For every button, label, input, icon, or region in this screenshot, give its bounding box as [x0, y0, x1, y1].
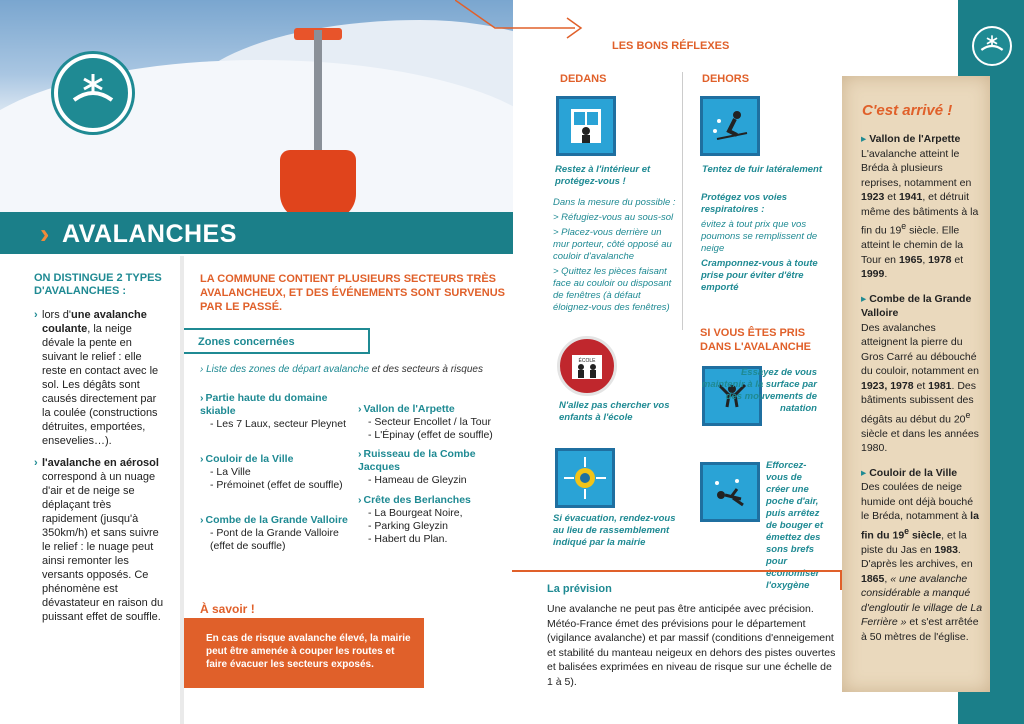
chevron-right-icon: ›	[200, 514, 204, 526]
prevision-heading: La prévision	[547, 583, 612, 595]
type-coulante	[34, 308, 164, 448]
type1-prefix: lors d'	[42, 309, 71, 321]
event-text: , et la piste du Jas en	[861, 529, 967, 556]
chevron-right-icon: ›	[200, 364, 207, 375]
dedans-instructions	[553, 197, 678, 317]
event-text: . D'après les archives, en	[861, 543, 973, 570]
event-text: . Des bâtiments subissent des dégâts au début du 20	[861, 379, 977, 425]
assembly-point-icon	[555, 448, 615, 508]
zone-subitems: - Secteur Encollet / la Tour - L'Épinay (effet de souffle)	[368, 416, 493, 441]
event-place: Couloir de la Ville	[869, 466, 958, 479]
chevron-right-icon: ›	[200, 453, 204, 465]
snowflake-logo-icon	[54, 54, 132, 132]
zones-subtitle-teal: Liste des zones de départ avalanche	[206, 364, 369, 375]
column-separator	[682, 72, 683, 330]
ecole-caption: N'allez pas chercher vos enfants à l'école	[559, 400, 670, 423]
event-text: L'avalanche atteint le Bréda à plusieurs reprises, notamment en	[861, 147, 972, 189]
avalanche-types-column	[34, 272, 164, 632]
instruction-line: > Quittez les pièces faisant face au couloir ou disposant de fenêtres (à défaut éloignez-vous des fenêtres)	[553, 266, 672, 313]
chevron-right-icon: ›	[358, 494, 362, 506]
dedans-caption: Restez à l'intérieur et protégez-vous !	[555, 164, 651, 187]
event-text: .	[884, 268, 888, 280]
event-place: Combe de la Grande Valloire	[861, 292, 972, 319]
chevron-right-icon: ›	[34, 457, 38, 469]
shovel-shaft	[314, 30, 322, 170]
commune-intro-text: LA COMMUNE CONTIENT PLUSIEURS SECTEURS TRÈS AVALANCHEUX, ET DES ÉVÉNEMENTS SONT SURVENUS PAR LE PASSÉ.	[200, 273, 505, 313]
instruction-line: évitez à tout prix que vos poumons se remplissent de neige	[701, 219, 818, 254]
event-year: 1999	[861, 268, 885, 280]
shovel-blade	[280, 150, 356, 212]
zones-heading-box	[184, 328, 370, 354]
zone-item	[358, 403, 508, 442]
ordinal-sup: e	[904, 525, 910, 536]
event-place: Vallon de l'Arpette	[869, 133, 961, 145]
commune-intro	[200, 272, 505, 314]
window-shelter-icon	[556, 96, 616, 156]
chevron-right-icon: ›	[358, 448, 362, 460]
event-text: et	[913, 379, 929, 392]
school-children-icon	[560, 339, 614, 393]
types-heading: ON DISTINGUE 2 TYPES D'AVALANCHES :	[34, 272, 162, 297]
school-sign-text: ÉCOLE	[578, 358, 596, 364]
instruction-line: Cramponnez-vous à toute prise pour éviter d'être emporté	[701, 258, 818, 293]
event-year: 1941	[898, 191, 923, 203]
event-year: 1965	[898, 253, 923, 266]
event-text: siècle et dans les années 1980.	[861, 427, 979, 454]
event-text: ,	[922, 253, 929, 266]
marker-icon: ▸	[861, 292, 870, 305]
event-arpette	[861, 132, 983, 282]
zone-item	[358, 448, 508, 487]
person-at-window-icon	[559, 99, 613, 153]
event-year: 1983	[934, 543, 958, 556]
zone-subitems: - La Ville - Prémoinet (effet de souffle)	[210, 466, 343, 491]
zone-subitems: - Pont de la Grande Valloire (effet de souffle)	[210, 527, 339, 552]
event-text: Des avalanches atteignent la pierre du Gros Carré au débouché du couloir, notamment en	[861, 321, 979, 377]
chevron-right-icon: ›	[200, 392, 204, 404]
type-aerosol	[34, 456, 164, 624]
arrow-decoration	[455, 0, 595, 50]
archive-quote: « une avalanche considérable a manqué d'engloutir le village de La Ferrière »	[861, 572, 983, 628]
si-vous-etes-pris-heading: SI VOUS ÊTES PRIS DANS L'AVALANCHE	[700, 327, 811, 353]
type1-text: , la neige dévale la pente en suivant le relief : elle reste en contact avec le sol. Les dégâts sont causés directement par la coulée (constructions détruites, emportées, ensevelies…).	[42, 323, 159, 447]
marker-icon: ▸	[861, 133, 870, 145]
zone-item	[200, 392, 350, 431]
snowflake-logo-icon	[972, 26, 1012, 66]
event-year: 1981	[928, 379, 952, 392]
zone-subitems: - Hameau de Gleyzin	[368, 474, 467, 486]
bons-reflexes-title: LES BONS RÉFLEXES	[612, 40, 730, 52]
chevron-right-icon: ›	[34, 309, 38, 321]
instruction-line: > Placez-vous derrière un mur porteur, côté opposé au couloir d'avalanche	[553, 227, 672, 262]
type2-name: l'avalanche en aérosol	[42, 457, 159, 469]
instruction-line: Protégez vos voies respiratoires :	[701, 192, 788, 215]
zone-subitems: - La Bourgeat Noire, - Parking Gleyzin - Habert du Plan.	[368, 507, 463, 545]
skier-icon	[703, 99, 757, 153]
event-couloir-ville	[861, 466, 983, 645]
event-year: 1923, 1978	[861, 379, 914, 392]
event-year: 1923	[861, 191, 885, 203]
zone-title: Couloir de la Ville	[205, 453, 294, 465]
marker-icon: ▸	[861, 466, 870, 479]
poche-air-text: Efforcez-vous de créer une poche d'air, puis arrêtez de bouger et émettez des sons brefs pour économiser l'oxygène	[766, 460, 824, 591]
section-title-band	[0, 212, 513, 254]
dehors-heading: DEHORS	[702, 73, 750, 85]
event-text: siècle	[909, 529, 942, 541]
type1-name: une avalanche coulante	[42, 309, 147, 335]
zone-title: Crête des Berlanches	[363, 494, 471, 506]
type2-text: correspond à un nuage d'air et de neige se déplaçant très rapidement (jusqu'à 350km/h) et sans suivre le relief : le nuage peut ainsi remonter les versants opposés. Ce phénomène est dévastateur en raison du puissant effet de souffle.	[42, 471, 164, 623]
zone-title: Partie haute du domaine skiable	[200, 392, 328, 417]
zones-heading: Zones concernées	[198, 336, 295, 348]
zone-subitems: - Les 7 Laux, secteur Pleynet	[210, 418, 346, 430]
event-text: siècle. Elle atteint le chemin de la Tour en	[861, 224, 964, 266]
zones-subtitle	[200, 364, 483, 375]
event-text: Des coulées de neige humide ont déjà bouché le Bréda, notamment à	[861, 481, 974, 522]
c-est-arrive-panel	[842, 76, 990, 692]
zone-title: Ruisseau de la Combe Jacques	[358, 448, 476, 473]
a-savoir-box	[184, 618, 424, 688]
event-year: 1865	[861, 572, 885, 585]
ordinal-sup: e	[901, 221, 907, 231]
dedans-heading: DEDANS	[560, 73, 607, 85]
instruction-line: > Réfugiez-vous au sous-sol	[553, 212, 674, 223]
event-text: et	[884, 191, 899, 203]
ordinal-sup: e	[965, 409, 971, 420]
event-text: ,	[884, 572, 891, 585]
event-text: et s'est arrêtée à 50 mètres de l'église.	[861, 616, 979, 643]
dehors-caption: Tentez de fuir latéralement	[702, 164, 823, 175]
zone-item	[200, 453, 350, 492]
event-text: la fin du 19	[861, 510, 979, 541]
a-savoir-title: À savoir !	[200, 602, 255, 616]
target-icon	[558, 451, 612, 505]
event-text: , et détruit même des bâtiments à la fin du 19	[861, 191, 979, 237]
zone-item	[358, 494, 508, 546]
dehors-instructions	[701, 192, 821, 297]
event-year: 1978	[928, 253, 952, 266]
prevision-text: Une avalanche ne peut pas être anticipée avec précision. Météo-France émet des prévisions pour le département (vigilance avalanche) et par massif (conditions d'enneigement et stabilité du manteau neigeux en dehors des pistes ouvertes et balisées exprimées en niveau de risque sur une échelle de 1 à 5).	[547, 603, 836, 688]
chevron-right-icon: ›	[358, 403, 362, 415]
instruction-line: Dans la mesure du possible :	[553, 197, 676, 208]
natation-caption: Essayez de vous maintenir à la surface par des mouvements de natation	[701, 367, 817, 414]
school-no-icon	[557, 336, 617, 396]
evacuation-caption: Si évacuation, rendez-vous au lieu de rassemblement indiqué par la mairie	[553, 513, 676, 548]
a-savoir-text: En cas de risque avalanche élevé, la mairie peut être amenée à couper les routes et faire évacuer les secteurs exposés.	[206, 633, 411, 670]
c-est-arrive-heading: C'est arrivé !	[862, 102, 953, 119]
event-text: et	[951, 253, 964, 266]
chevron-right-icon: ›	[40, 218, 50, 249]
zone-title: Combe de la Grande Valloire	[205, 514, 348, 526]
zone-item	[200, 514, 350, 553]
zones-subtitle-rest: et des secteurs à risques	[369, 364, 483, 375]
event-grande-valloire	[861, 292, 983, 456]
page-title: AVALANCHES	[62, 220, 237, 248]
c-est-arrive-body	[861, 132, 983, 654]
zone-title: Vallon de l'Arpette	[363, 403, 455, 415]
skier-fleeing-icon	[700, 96, 760, 156]
